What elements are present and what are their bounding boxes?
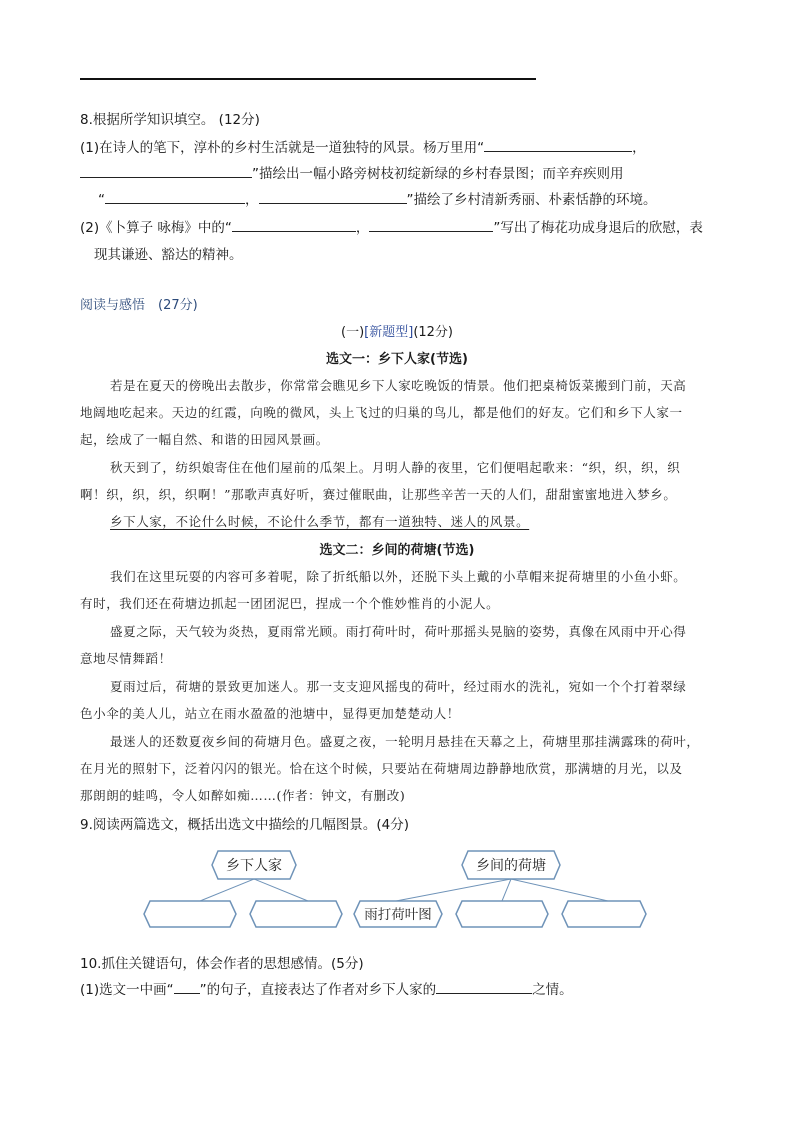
part-number: (一) — [341, 325, 365, 340]
q8-title: 8.根据所学知识填空。 (12分) — [80, 112, 260, 128]
diagram-blank-box-4[interactable] — [562, 901, 646, 927]
t2-line-0: 我们在这里玩耍的内容可多着呢，除了折纸船以外，还脱下头上戴的小草帽来捉荷塘里的小鱼小虾。 — [110, 569, 687, 584]
q8-text: ， — [632, 140, 646, 156]
section-heading: 阅读与感悟 (27分) — [80, 298, 198, 313]
q10-line-1 — [80, 978, 573, 998]
t1-line-1: 地阔地吃起来。天边的红霞，向晚的微风，头上飞过的归巢的鸟儿，都是他们的好友。它们和乡下人家一 — [80, 405, 683, 420]
q10-text: ”的句子，直接表达了作者对乡下人家的 — [199, 982, 437, 998]
t1-line-3: 秋天到了，纺织娘寄住在他们屋前的瓜架上。月明人静的夜里，它们便唱起歌来：“织，织，织，织 — [110, 460, 681, 475]
t2-line-3: 意地尽情舞蹈！ — [80, 651, 172, 666]
underline-mark-sample — [174, 979, 200, 994]
diagram-blank-box-3[interactable] — [456, 901, 548, 927]
diagram-left-root-label: 乡下人家 — [226, 858, 282, 874]
q9-title: 9.阅读两篇选文，概括出选文中描绘的几幅图景。(4分) — [80, 817, 410, 833]
q8-line-4 — [80, 216, 703, 236]
t1-underlined-sentence: 乡下人家，不论什么时候，不论什么季节，都有一道独特、迷人的风景。 — [110, 514, 530, 529]
q10-text: 之情。 — [532, 982, 573, 998]
part-heading — [0, 321, 794, 340]
q8-text: 现其谦逊、豁达的精神。 — [94, 247, 243, 263]
diagram-right-connector — [396, 879, 608, 901]
diagram-blank-box-1[interactable] — [144, 901, 236, 927]
t2-line-5: 色小伞的美人儿，站立在雨水盈盈的池塘中，显得更加楚楚动人！ — [80, 706, 460, 721]
answer-blank[interactable] — [369, 217, 493, 232]
q8-text: (2)《卜算子 咏梅》中的“ — [80, 220, 232, 236]
t2-line-6: 最迷人的还数夏夜乡间的荷塘月色。盛夏之夜，一轮明月悬挂在天幕之上，荷塘里那挂满露珠的荷叶， — [110, 734, 700, 749]
t2-line-8: 那朗朗的蛙鸣，令人如醉如痴……(作者：钟文，有删改) — [80, 788, 406, 803]
text1-title: 选文一：乡下人家(节选) — [326, 352, 468, 367]
q8-text: ”描绘了乡村清新秀丽、朴素恬静的环境。 — [406, 192, 657, 208]
q8-line-1 — [80, 136, 646, 156]
diagram-left-connector — [200, 879, 308, 901]
q8-text: ”描绘出一幅小路旁树枝初绽新绿的乡村春景图；而辛弃疾则用 — [252, 166, 624, 182]
t1-line-0: 若是在夏天的傍晚出去散步，你常常会瞧见乡下人家吃晚饭的情景。他们把桌椅饭菜搬到门前，天高 — [110, 378, 687, 393]
q8-text: ， — [245, 192, 259, 208]
q8-line-2 — [80, 162, 624, 182]
t2-line-1: 有时，我们还在荷塘边抓起一团团泥巴，捏成一个个惟妙惟肖的小泥人。 — [80, 596, 500, 611]
t2-line-4: 夏雨过后，荷塘的景致更加迷人。那一支支迎风摇曳的荷叶，经过雨水的洗礼，宛如一个个打着翠绿 — [110, 679, 687, 694]
answer-blank[interactable] — [259, 189, 407, 204]
text2-title: 选文二：乡间的荷塘(节选) — [319, 543, 475, 558]
q8-text: ， — [355, 220, 370, 236]
answer-blank[interactable] — [105, 189, 245, 204]
answer-blank[interactable] — [484, 137, 632, 152]
t2-line-2: 盛夏之际，天气较为炎热，夏雨常光顾。雨打荷叶时，荷叶那摇头晃脑的姿势，真像在风雨中开心得 — [110, 624, 687, 639]
part-score: (12分) — [413, 325, 453, 340]
q8-text: (1)在诗人的笔下，淳朴的乡村生活就是一道独特的风景。杨万里用“ — [80, 140, 485, 156]
q10-title: 10.抓住关键语句，体会作者的思想感情。(5分) — [80, 956, 364, 972]
diagram-filled-label: 雨打荷叶图 — [364, 907, 432, 923]
q8-line-3 — [98, 188, 657, 208]
diagram-right-root-label: 乡间的荷塘 — [476, 858, 546, 874]
t2-line-7: 在月光的照射下，泛着闪闪的银光。恰在这个时候，只要站在荷塘周边静静地欣赏，那满塘的月光，以及 — [80, 761, 683, 776]
q8-text: ”写出了梅花功成身退后的欣慰，表 — [493, 220, 703, 236]
answer-blank[interactable] — [436, 979, 532, 994]
scene-diagram — [140, 845, 650, 930]
answer-blank[interactable] — [232, 217, 356, 232]
diagram-right-connector-mid — [502, 879, 511, 901]
q10-text: (1)选文一中画“ — [80, 982, 174, 998]
answer-blank[interactable] — [80, 163, 252, 178]
top-rule — [80, 78, 536, 80]
q8-text: “ — [98, 192, 105, 208]
t1-line-2: 起，绘成了一幅自然、和谐的田园风景画。 — [80, 432, 329, 447]
diagram-blank-box-2[interactable] — [250, 901, 342, 927]
new-type-tag: [新题型] — [364, 325, 414, 340]
t1-line-4: 啊！织，织，织，织啊！”那歌声真好听，赛过催眠曲，让那些辛苦一天的人们，甜甜蜜蜜地进入梦乡。 — [80, 487, 677, 502]
